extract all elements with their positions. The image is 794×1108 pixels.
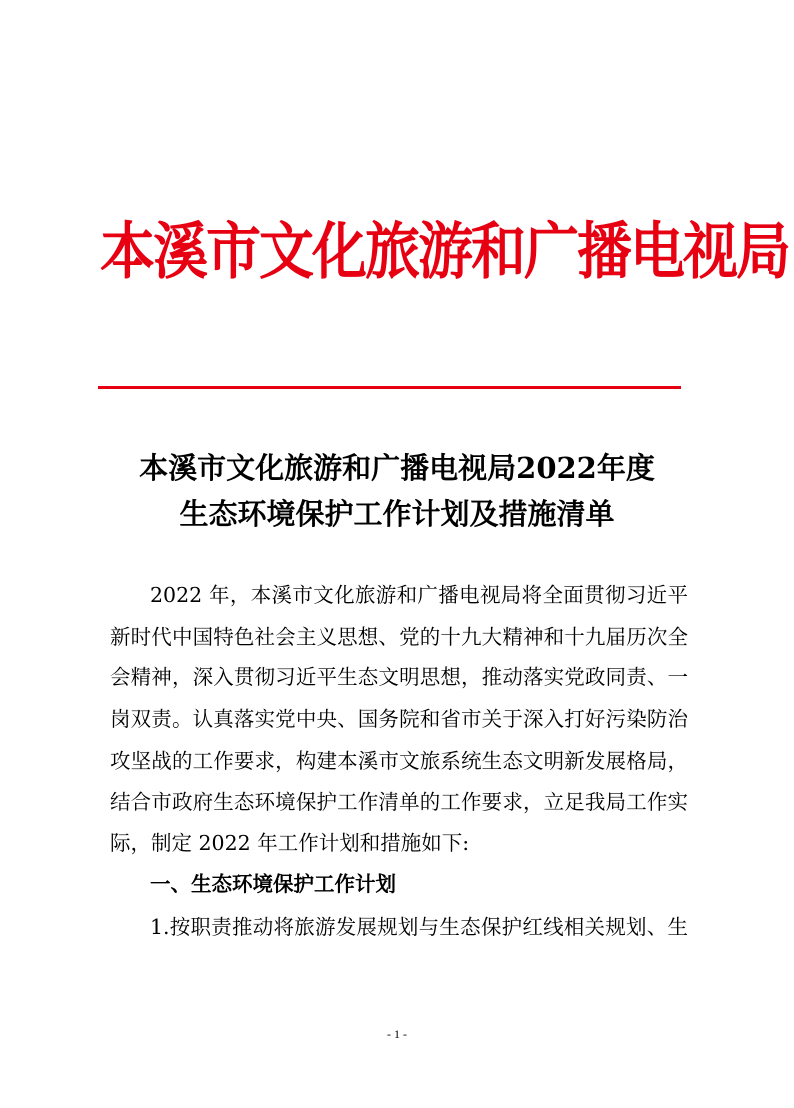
red-divider-line: [98, 386, 681, 389]
paragraph-line: 新时代中国特色社会主义思想、党的十九大精神和十九届历次全: [110, 625, 688, 649]
paragraph-line: 际，制定 2022 年工作计划和措施如下:: [110, 831, 470, 855]
paragraph-line: 攻坚战的工作要求，构建本溪市文旅系统生态文明新发展格局，: [110, 749, 688, 773]
list-item-line: 1.按职责推动将旅游发展规划与生态保护红线相关规划、生: [150, 915, 688, 939]
paragraph-line: 结合市政府生态环境保护工作清单的工作要求，立足我局工作实: [110, 790, 688, 814]
document-title-line-2: 生态环境保护工作计划及措施清单: [179, 497, 615, 531]
paragraph-line: 会精神，深入贯彻习近平生态文明思想，推动落实党政同责、一: [110, 665, 688, 689]
paragraph-line: 岗双责。认真落实党中央、国务院和省市关于深入打好污染防治: [110, 707, 688, 731]
page-number: - 1 -: [387, 1027, 407, 1041]
organization-header: 本溪市文化旅游和广播电视局: [100, 214, 790, 287]
paragraph-line: 2022 年，本溪市文化旅游和广播电视局将全面贯彻习近平: [150, 583, 688, 607]
section-heading: 一、生态环境保护工作计划: [150, 872, 396, 896]
document-title-line-1: 本溪市文化旅游和广播电视局2022年度: [139, 451, 655, 485]
